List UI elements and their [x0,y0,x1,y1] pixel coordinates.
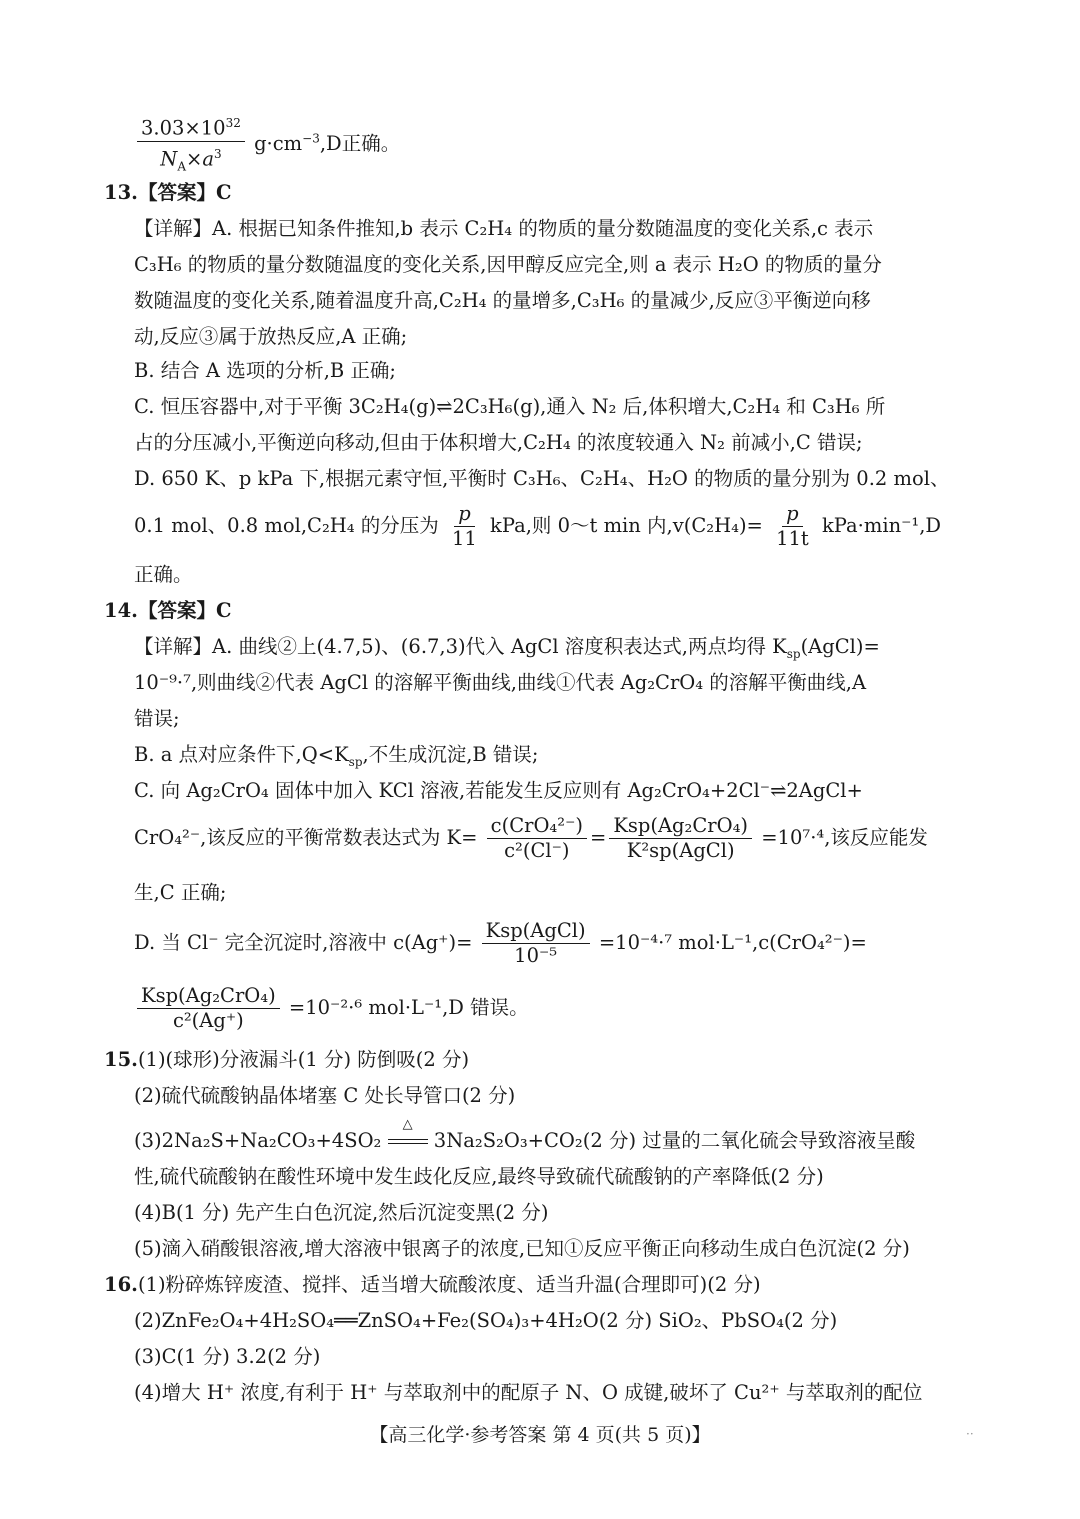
q16-line-1 [104,1272,761,1298]
page-footer: 【高三化学·参考答案 第 4 页(共 5 页)】 [369,1424,711,1446]
text-segment: 【详解】A. 曲线②上(4.7,5)、(6.7,3)代入 AgCl 溶度积表达式,两点均得 K [134,635,787,658]
partial-pressure-fraction [448,503,481,550]
q14-line-3: 错误; [134,707,180,730]
text-segment: (1)(球形)分液漏斗(1 分) 防倒吸(2 分) [137,1048,470,1071]
equilibrium-fraction-2 [609,815,752,862]
text-segment: =10⁻⁴·⁷ mol·L⁻¹,c(CrO₄²⁻)= [598,931,867,954]
fraction-numerator: p [782,503,802,527]
numerator-exponent: 32 [225,116,241,130]
q13-line-2: C₃H₆ 的物质的量分数随温度的变化关系,因甲醇反应完全,则 a 表示 H₂O 的物质的量分 [134,253,882,276]
q13-header [104,180,231,206]
q14-line-4 [134,742,539,775]
fraction-denominator: N [160,147,178,170]
fraction-denominator: c²(Ag⁺) [172,1009,244,1032]
text-segment: D. 当 Cl⁻ 完全沉淀时,溶液中 c(Ag⁺)= [134,931,473,954]
fraction-denominator: 10⁻⁵ [514,944,558,967]
corner-mark: ·· [966,1427,974,1441]
q14-line-9 [134,985,529,1032]
text-segment: B. a 点对应条件下,Q<K [134,743,349,766]
q13-line-9 [134,503,941,550]
q16-line-2: (2)ZnFe₂O₄+4H₂SO₄══ZnSO₄+Fe₂(SO₄)₃+4H₂O(2 分) SiO₂、PbSO₄(2 分) [134,1309,838,1332]
q14-line-8 [134,920,867,967]
text-segment: CrO₄²⁻,该反应的平衡常数表达式为 K= [134,826,478,849]
text-segment: ,不生成沉淀,B 错误; [362,743,539,766]
fraction-numerator: Ksp(Ag₂CrO₄) [609,815,752,839]
q15-line-2: (2)硫代硫酸钠晶体堵塞 C 处长导管口(2 分) [134,1084,516,1107]
answer-label: 【答案】C [137,599,232,622]
q14-line-5: C. 向 Ag₂CrO₄ 固体中加入 KCl 溶液,若能发生反应则有 Ag₂CrO₄+2Cl⁻⇌2AgCl+ [134,779,863,802]
q13-line-10: 正确。 [134,563,193,586]
heat-equals-sign [388,1117,428,1154]
chromate-fraction [137,985,280,1032]
fraction-numerator: p [454,503,474,527]
q14-line-2: 10⁻⁹·⁷,则曲线②代表 AgCl 的溶解平衡曲线,曲线①代表 Ag₂CrO₄ 的溶解平衡曲线,A [134,671,867,694]
prev-answer-tail [134,112,400,177]
fraction-numerator: Ksp(Ag₂CrO₄) [137,985,280,1009]
density-fraction [137,112,245,177]
denominator-term: ×a [185,147,214,170]
fraction-numerator: 3.03×10 [141,116,226,140]
fraction-numerator: Ksp(AgCl) [482,920,590,944]
question-number: 15. [104,1048,138,1071]
text-segment: (3)2Na₂S+Na₂CO₃+4SO₂ [134,1129,382,1152]
fraction-denominator: K²sp(AgCl) [626,839,735,862]
q13-line-7: 占的分压减小,平衡逆向移动,但由于体积增大,C₂H₄ 的浓度较通入 N₂ 前减小,C 错误; [134,431,863,454]
q13-line-8: D. 650 K、p kPa 下,根据元素守恒,平衡时 C₃H₆、C₂H₄、H₂O 的物质的量分别为 0.2 mol、 [134,467,950,490]
question-number: 14. [104,599,138,622]
text-segment: (AgCl)= [800,635,880,658]
fraction-denominator: c²(Cl⁻) [504,839,570,862]
denominator-exponent: 3 [213,146,222,161]
q15-line-3 [134,1117,916,1154]
q16-line-3: (3)C(1 分) 3.2(2 分) [134,1345,321,1368]
text-segment: =10⁻²·⁶ mol·L⁻¹,D 错误。 [288,996,529,1019]
question-number: 13. [104,181,138,204]
rate-fraction [772,503,813,550]
unit-text: g·cm [254,131,303,155]
heat-triangle-icon: △ [402,1117,413,1132]
fraction-denominator: 11t [776,527,809,550]
unit-exponent: −3 [302,131,320,146]
q15-line-1 [104,1047,469,1073]
q13-line-6: C. 恒压容器中,对于平衡 3C₂H₄(g)⇌2C₃H₆(g),通入 N₂ 后,体积增大,C₂H₄ 和 C₃H₆ 所 [134,395,886,418]
fraction-denominator: 11 [452,527,477,550]
q13-line-5: B. 结合 A 选项的分析,B 正确; [134,359,397,382]
ksp-subscript: sp [348,754,363,769]
silver-ion-fraction [482,920,590,967]
text-segment: 0.1 mol、0.8 mol,C₂H₄ 的分压为 [134,514,439,537]
q14-header [104,598,231,624]
q13-line-1: 【详解】A. 根据已知条件推知,b 表示 C₂H₄ 的物质的量分数随温度的变化关系,c 表示 [134,217,874,240]
fraction-numerator: c(CrO₄²⁻) [487,815,587,839]
verdict-text: ,D正确。 [319,131,401,155]
q14-line-7: 生,C 正确; [134,881,227,904]
text-segment: kPa,则 0～t min 内,v(C₂H₄)= [490,514,763,537]
q15-line-5: (4)B(1 分) 先产生白色沉淀,然后沉淀变黑(2 分) [134,1201,549,1224]
text-segment: (1)粉碎炼锌废渣、搅拌、适当增大硫酸浓度、适当升温(合理即可)(2 分) [137,1273,761,1296]
denominator-subscript: A [177,158,186,173]
text-segment: =10⁷·⁴,该反应能发 [761,826,928,849]
q13-line-4: 动,反应③属于放热反应,A 正确; [134,325,408,348]
q15-line-6: (5)滴入硝酸银溶液,增大溶液中银离子的浓度,已知①反应平衡正向移动生成白色沉淀(2 分) [134,1237,910,1260]
text-segment: 3Na₂S₂O₃+CO₂(2 分) 过量的二氧化硫会导致溶液呈酸 [433,1129,916,1152]
q14-line-6: CrO₄²⁻,该反应的平衡常数表达式为 K= $\frac{\text{c(CrO₄²⁻)}}{\text{c²(Cl⁻)}}$ = $\frac{\text{Ksp(Ag₂CrO₄)}}{\text{K²sp(AgCl)}}$ =10⁷·⁴,该反应能发 [134,814,928,862]
equilibrium-fraction-1 [487,815,587,862]
ksp-subscript: sp [786,646,801,661]
q14-line-1 [134,634,880,667]
q13-line-3: 数随温度的变化关系,随着温度升高,C₂H₄ 的量增多,C₃H₆ 的量减少,反应③平衡逆向移 [134,289,871,312]
q16-line-4: (4)增大 H⁺ 浓度,有利于 H⁺ 与萃取剂中的配原子 N、O 成键,破坏了 Cu²⁺ 与萃取剂的配位 [134,1381,923,1404]
answer-label: 【答案】C [137,181,232,204]
q15-line-4: 性,硫代硫酸钠在酸性环境中发生歧化反应,最终导致硫代硫酸钠的产率降低(2 分) [134,1165,824,1188]
text-segment: kPa·min⁻¹,D [821,514,942,537]
question-number: 16. [104,1273,138,1296]
